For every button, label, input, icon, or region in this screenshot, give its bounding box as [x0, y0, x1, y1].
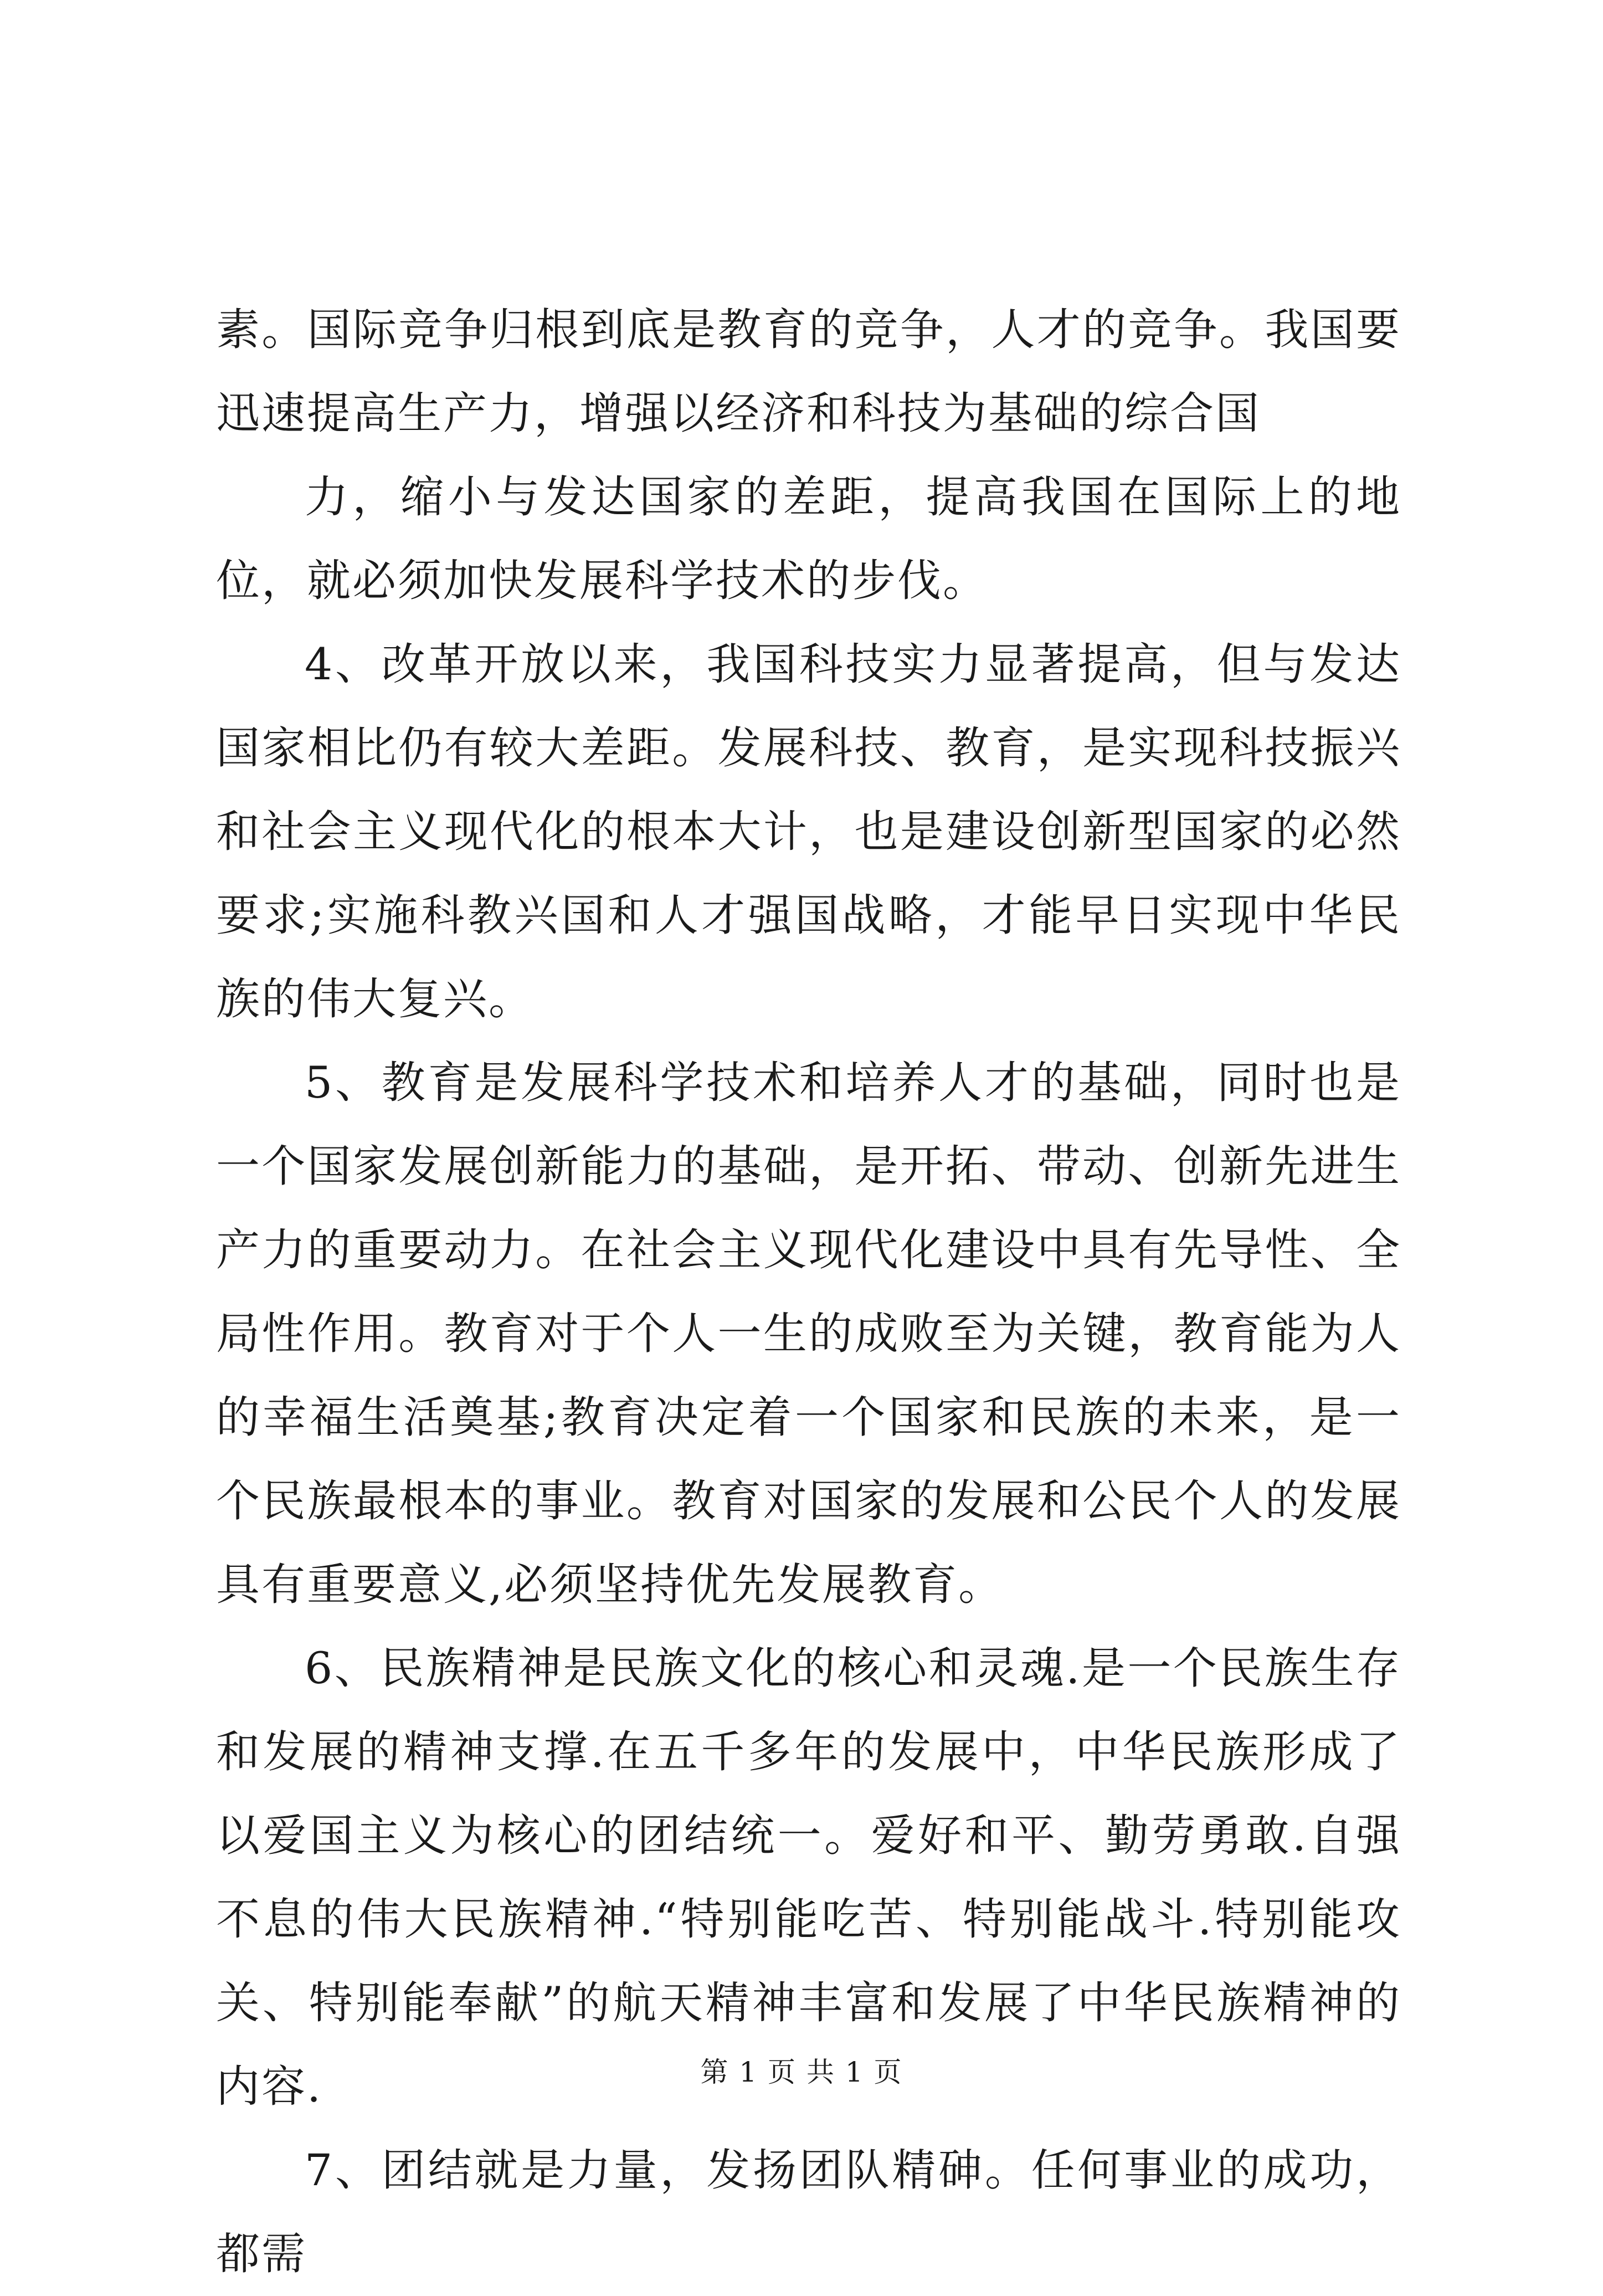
page-footer: 第 1 页 共 1 页	[700, 2056, 903, 2088]
paragraph-item-4: 4、改革开放以来，我国科技实力显著提高，但与发达国家相比仍有较大差距。发展科技、教育，是实现科技振兴和社会主义现代化的根本大计，也是建设创新型国家的必然要求;实施科教兴国和人才强国战略，才能早日实现中华民族的伟大复兴。	[216, 639, 1401, 1024]
document-body	[216, 288, 1401, 2296]
paragraph-item-6: 6、民族精神是民族文化的核心和灵魂.是一个民族生存和发展的精神支撑.在五千多年的发展中，中华民族形成了以爱国主义为核心的团结统一。爱好和平、勤劳勇敢.自强不息的伟大民族精神.“特别能吃苦、特别能战斗.特别能攻关、特别能奉献”的航天精神丰富和发展了中华民族精神的内容.	[216, 1643, 1401, 2112]
paragraph-item-7: 7、团结就是力量，发扬团队精砷。任何事业的成功，都需	[216, 2145, 1401, 2279]
paragraph-continuation-2: 力，缩小与发达国家的差距，提高我国在国际上的地位，就必须加快发展科学技术的步伐。	[216, 472, 1401, 606]
paragraph-continuation-1: 素。国际竞争归根到底是教育的竞争，人才的竞争。我国要迅速提高生产力，增强以经济和科技为基础的综合国	[216, 304, 1401, 439]
paragraph-item-5: 5、教育是发展科学技术和培养人才的基础，同时也是一个国家发展创新能力的基础，是开拓、带动、创新先进生产力的重要动力。在社会主义现代化建设中具有先导性、全局性作用。教育对于个人一生的成败至为关键，教育能为人的幸福生活奠基;教育决定着一个国家和民族的未来，是一个民族最根本的事业。教育对国家的发展和公民个人的发展具有重要意义,必须坚持优先发展教育。	[216, 1057, 1401, 1610]
